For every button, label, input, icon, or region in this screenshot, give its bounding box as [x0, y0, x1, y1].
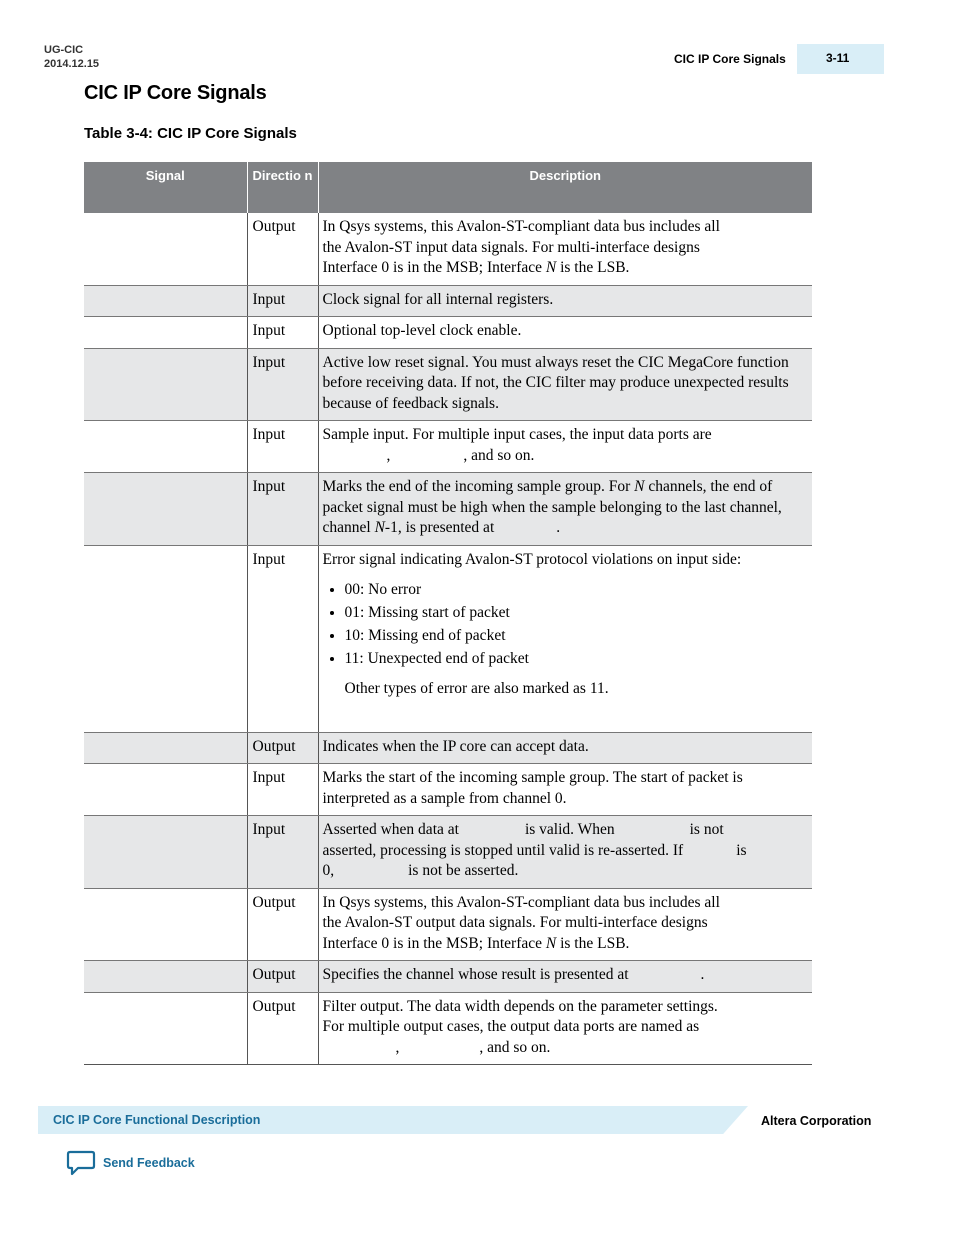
description-cell: Active low reset signal. You must always reset the CIC MegaCore function before receiving data. If not, the CIC filter may produce unexpected results because of feedback signals.	[318, 348, 812, 421]
speech-bubble-icon	[66, 1150, 96, 1176]
signal-cell	[84, 888, 247, 961]
signal-cell	[84, 421, 247, 473]
description-text: Error signal indicating Avalon-ST protocol violations on input side:	[322, 550, 742, 568]
header-direction	[247, 162, 318, 213]
signals-table	[84, 162, 812, 1065]
table-row	[84, 545, 812, 732]
direction-cell: Input	[247, 285, 318, 317]
header-description: Description	[318, 162, 812, 213]
footer-chapter-link[interactable]: CIC IP Core Functional Description	[53, 1113, 261, 1127]
direction-cell: Input	[247, 816, 318, 889]
signal-cell	[84, 473, 247, 546]
description-text: is	[736, 841, 747, 859]
description-text: the Avalon-ST input data signals. For multi-interface designs	[322, 238, 700, 256]
description-text: is not	[689, 821, 724, 838]
header-page-number: 3-11	[797, 44, 884, 74]
direction-cell: Input	[247, 348, 318, 421]
description-text: -1, is presented at	[384, 519, 495, 536]
send-feedback-link[interactable]	[66, 1150, 195, 1176]
error-code-list	[323, 580, 805, 670]
signal-cell	[84, 816, 247, 889]
header-signal: Signal	[84, 162, 247, 213]
description-cell: Indicates when the IP core can accept data.	[318, 732, 812, 764]
description-text: 0,	[322, 862, 335, 879]
description-cell: Clock signal for all internal registers.	[318, 285, 812, 317]
table-row	[84, 421, 812, 473]
list-item: • 10: Missing end of packet	[345, 626, 805, 647]
description-cell: Marks the start of the incoming sample group. The start of packet is interpreted as a sample from channel 0.	[318, 764, 812, 816]
table-row	[84, 816, 812, 889]
description-text: Interface 0 is in the MSB; Interface	[322, 259, 546, 276]
description-text: In Qsys systems, this Avalon-ST-compliant data bus includes all	[322, 218, 720, 235]
description-cell	[318, 888, 812, 961]
section-title: CIC IP Core Signals	[84, 82, 267, 104]
description-italic: N	[374, 519, 385, 536]
direction-cell: Input	[247, 545, 318, 732]
list-item: • 00: No error	[345, 580, 805, 601]
description-note: Other types of error are also marked as 11.	[344, 679, 609, 697]
signal-cell	[84, 348, 247, 421]
table-row	[84, 317, 812, 349]
table-row	[84, 961, 812, 993]
description-text: Specifies the channel whose result is presented at	[322, 966, 629, 983]
table-row	[84, 473, 812, 546]
direction-cell: Output	[247, 213, 318, 285]
signal-cell	[84, 732, 247, 764]
table-row	[84, 213, 812, 285]
description-italic: N	[634, 478, 645, 495]
signal-cell	[84, 545, 247, 732]
table-row	[84, 732, 812, 764]
document-code: UG-CIC	[44, 44, 84, 56]
table-row	[84, 764, 812, 816]
description-text: .	[556, 519, 561, 536]
description-text: Interface 0 is in the MSB; Interface	[322, 934, 546, 952]
description-italic: N	[545, 259, 557, 276]
table-header-row	[84, 162, 812, 213]
description-text: the Avalon-ST output data signals. For multi-interface designs	[322, 914, 708, 931]
signal-cell	[84, 213, 247, 285]
footer-company: Altera Corporation	[761, 1114, 872, 1128]
table-row	[84, 285, 812, 317]
description-text: , and so on.	[463, 446, 535, 464]
description-text: is the LSB.	[556, 934, 630, 952]
list-item: • 01: Missing start of packet	[345, 603, 805, 624]
document-date: 2014.12.15	[44, 58, 100, 70]
direction-cell: Input	[247, 764, 318, 816]
header-section-name: CIC IP Core Signals	[674, 52, 786, 66]
description-cell	[318, 545, 812, 732]
direction-cell: Input	[247, 317, 318, 349]
table-row	[84, 888, 812, 961]
table-row	[84, 992, 812, 1065]
document-id	[44, 43, 99, 71]
table-row	[84, 348, 812, 421]
direction-cell: Input	[247, 421, 318, 473]
direction-cell: Input	[247, 473, 318, 546]
direction-cell: Output	[247, 888, 318, 961]
description-cell	[318, 992, 812, 1065]
signal-cell	[84, 285, 247, 317]
description-cell	[318, 961, 812, 993]
send-feedback-label: Send Feedback	[103, 1156, 195, 1170]
direction-cell: Output	[247, 961, 318, 993]
direction-cell: Output	[247, 732, 318, 764]
description-cell	[318, 473, 812, 546]
signal-cell	[84, 992, 247, 1065]
description-text: .	[700, 966, 705, 983]
description-cell	[318, 816, 812, 889]
description-text: Filter output. The data width depends on the parameter settings.	[322, 997, 718, 1015]
signal-cell	[84, 317, 247, 349]
description-text: ,	[386, 446, 391, 464]
description-italic: N	[545, 934, 557, 952]
header-direction-label: Directio n	[252, 168, 313, 183]
description-cell	[318, 213, 812, 285]
signal-cell	[84, 764, 247, 816]
direction-cell: Output	[247, 992, 318, 1065]
description-text: Marks the end of the incoming sample group. For	[322, 478, 635, 495]
description-text: channels, the end of packet signal must be high when the sample belonging to the last channel, channel	[322, 478, 782, 536]
list-item: • 11: Unexpected end of packet	[345, 649, 805, 670]
description-text: is the LSB.	[556, 259, 630, 276]
description-text: asserted, processing is stopped until valid is re-asserted. If	[322, 841, 684, 859]
description-text: Sample input. For multiple input cases, the input data ports are	[322, 426, 712, 443]
description-text: ,	[395, 1038, 400, 1056]
signal-cell	[84, 961, 247, 993]
description-text: Asserted when data at	[322, 821, 459, 838]
description-text: , and so on.	[479, 1038, 551, 1056]
description-cell: Optional top-level clock enable.	[318, 317, 812, 349]
description-text: In Qsys systems, this Avalon-ST-compliant data bus includes all	[322, 893, 720, 911]
description-text: For multiple output cases, the output data ports are named as	[322, 1018, 700, 1035]
table-caption: Table 3-4: CIC IP Core Signals	[84, 125, 297, 142]
description-text: is not be asserted.	[408, 862, 519, 879]
description-cell	[318, 421, 812, 473]
description-text: is valid. When	[524, 821, 615, 838]
